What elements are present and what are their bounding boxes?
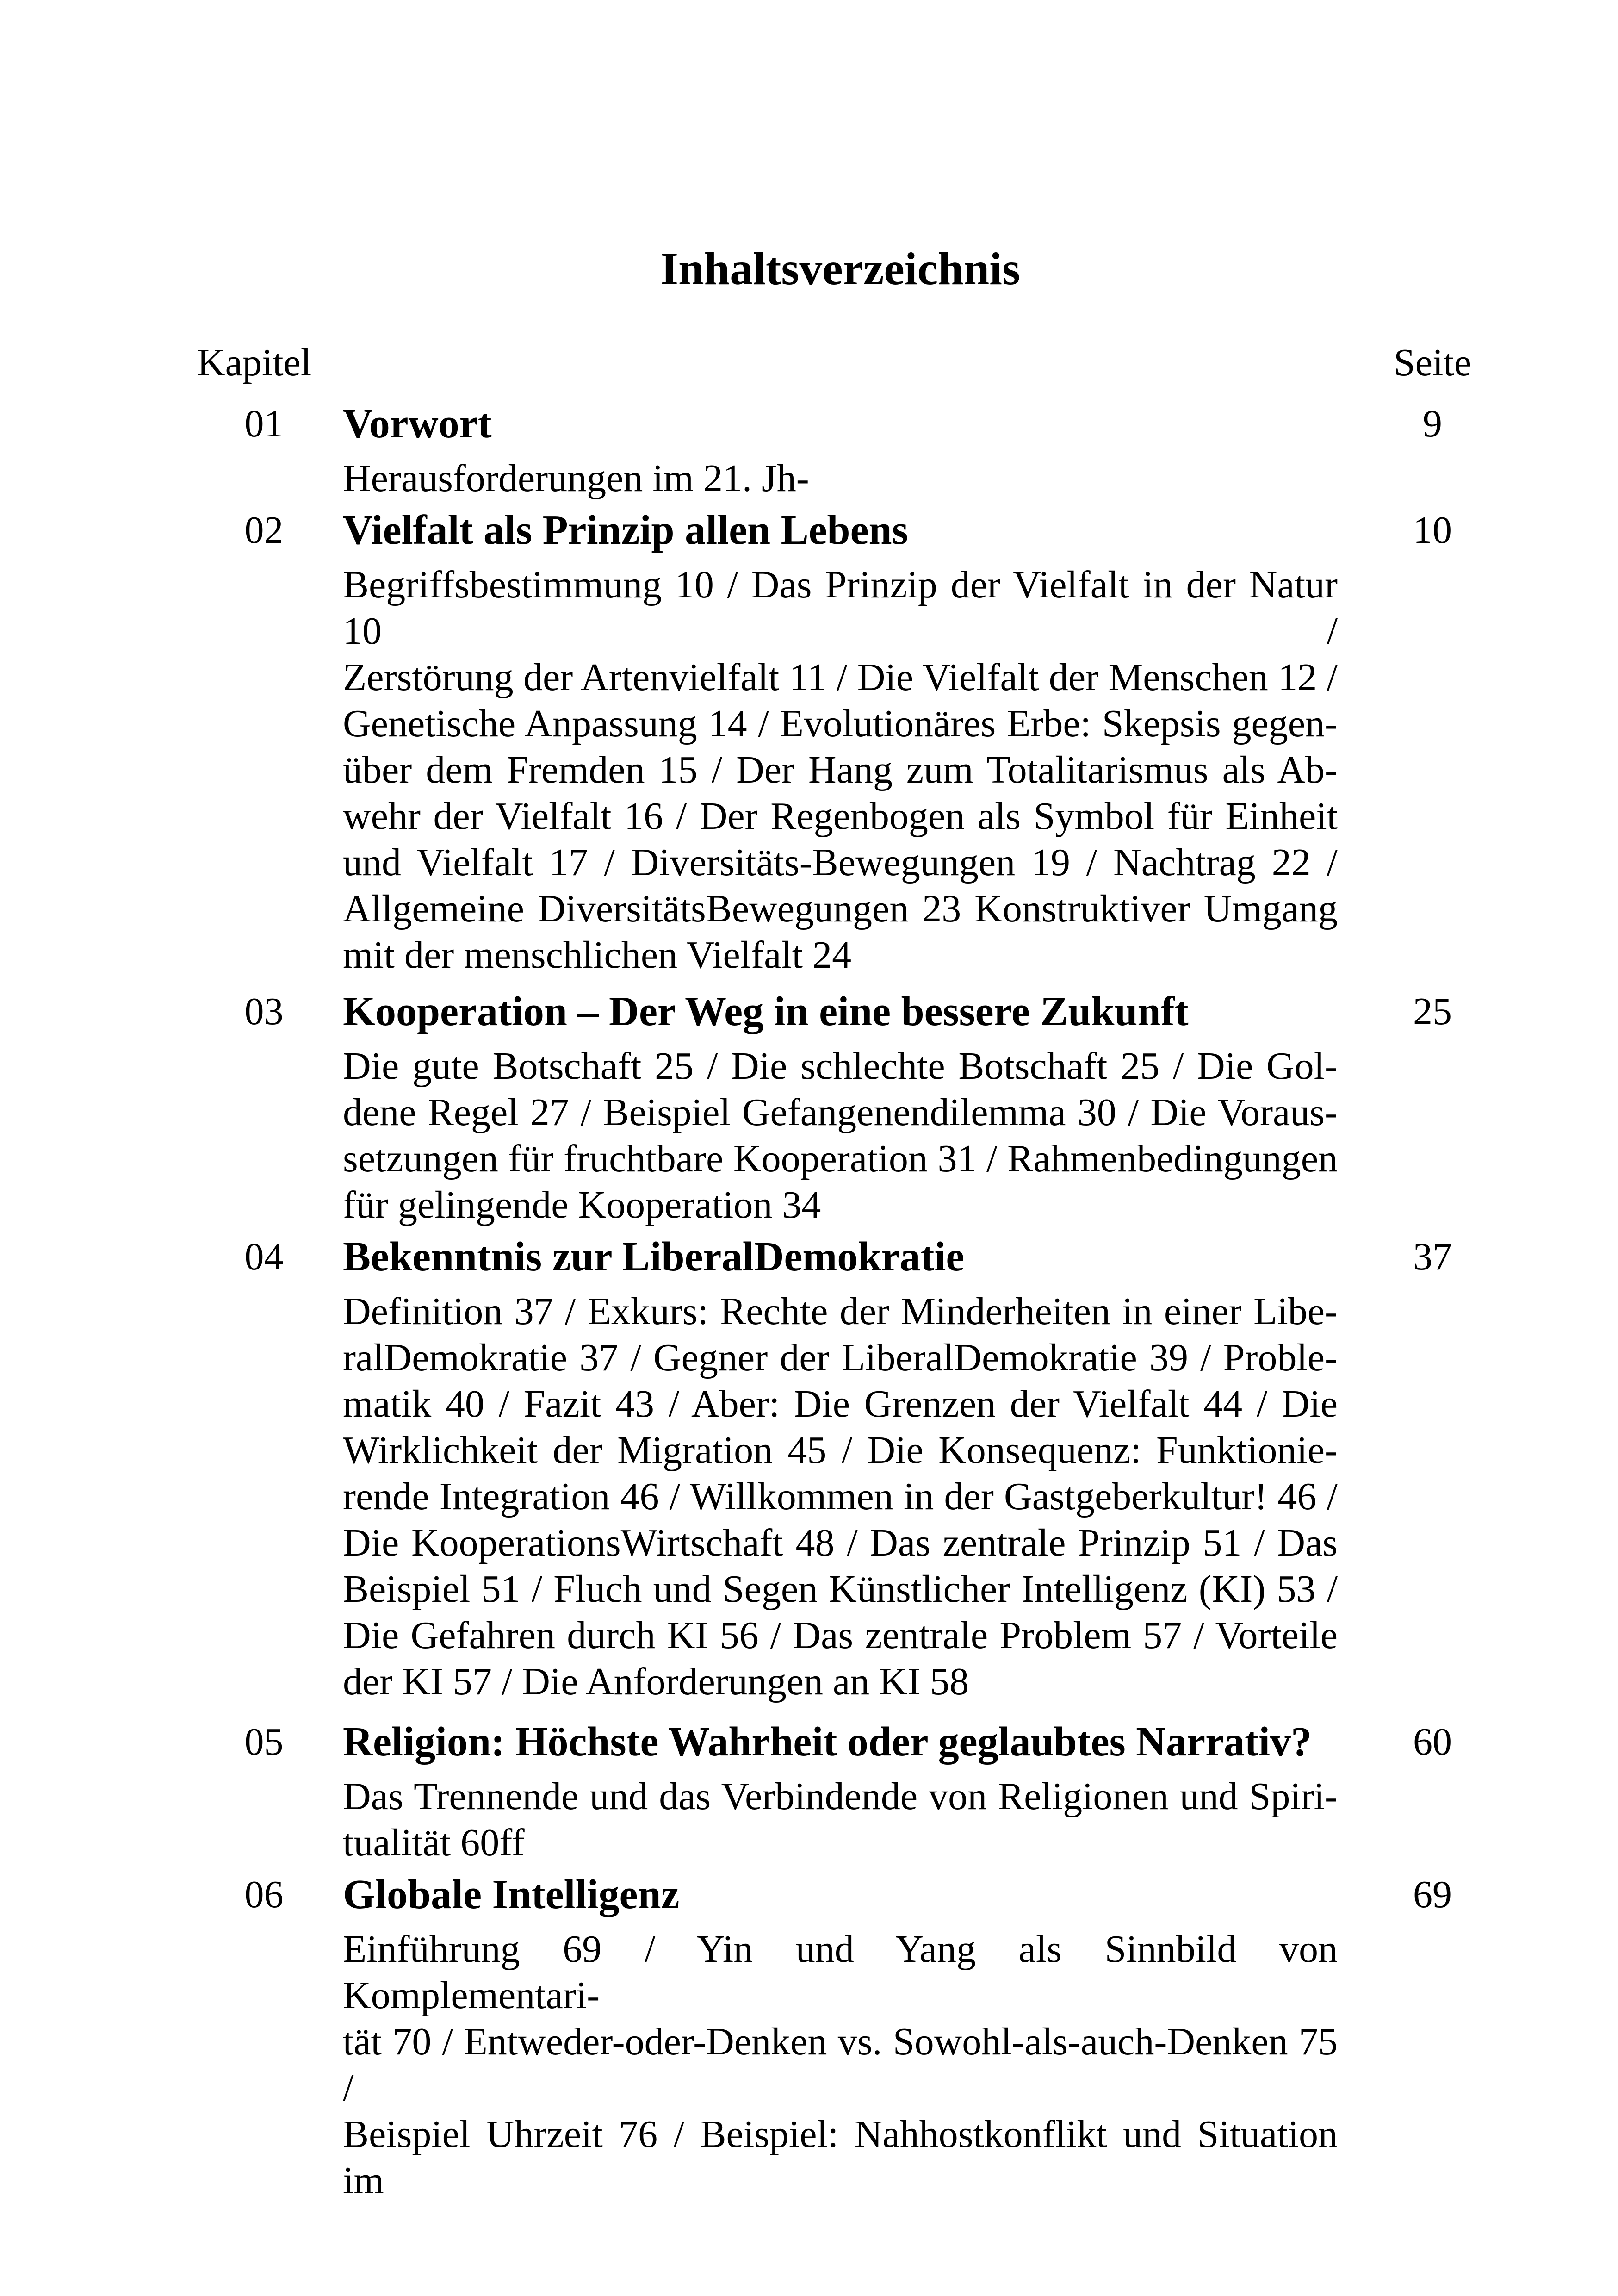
chapter-title: Vorwort [343, 401, 492, 447]
toc-line: Beispiel Uhrzeit 76 / Beispiel: Nahhostkonflikt und Situation im [343, 2113, 1338, 2202]
toc-entry-02 [0, 507, 1618, 978]
chapter-number: 02 [244, 509, 284, 552]
toc-line: Das Trennende und das Verbindende von Religionen und Spiri- [343, 1775, 1338, 1818]
toc-line: mit der menschlichen Vielfalt 24 [343, 933, 852, 977]
chapter-subtopics [343, 1773, 1338, 1866]
chapter-title: Vielfalt als Prinzip allen Lebens [343, 507, 908, 553]
chapter-number: 04 [244, 1235, 284, 1278]
toc-line: Definition 37 / Exkurs: Rechte der Minderheiten in einer Libe- [343, 1290, 1338, 1333]
chapter-subtopics [343, 1043, 1338, 1228]
chapter-title: Religion: Höchste Wahrheit oder geglaubtes Narrativ? [343, 1719, 1312, 1765]
toc-line: Wirklichkeit der Migration 45 / Die Konsequenz: Funktionie- [343, 1429, 1338, 1472]
toc-line: über dem Fremden 15 / Der Hang zum Totalitarismus als Ab- [343, 748, 1338, 791]
toc-line: dene Regel 27 / Beispiel Gefangenendilemma 30 / Die Voraus- [343, 1091, 1338, 1134]
toc-entry-04 [0, 1234, 1618, 1705]
chapter-page-number: 60 [1413, 1720, 1452, 1763]
toc-line: Begriffsbestimmung 10 / Das Prinzip der Vielfalt in der Natur 10 / [343, 563, 1338, 653]
toc-line: Die Gefahren durch KI 56 / Das zentrale Problem 57 / Vorteile [343, 1614, 1338, 1657]
toc-line: tualität 60ff [343, 1821, 525, 1864]
chapter-subtopics [343, 1288, 1338, 1705]
chapter-number: 06 [244, 1873, 284, 1916]
toc-line: Die gute Botschaft 25 / Die schlechte Botschaft 25 / Die Gol- [343, 1045, 1338, 1088]
toc-line: und Vielfalt 17 / Diversitäts-Bewegungen 19 / Nachtrag 22 / [343, 841, 1338, 884]
toc-line: für gelingende Kooperation 34 [343, 1183, 821, 1226]
toc-line: setzungen für fruchtbare Kooperation 31 / Rahmenbedingungen [343, 1137, 1338, 1180]
toc-line: matik 40 / Fazit 43 / Aber: Die Grenzen der Vielfalt 44 / Die [343, 1382, 1338, 1425]
chapter-title: Kooperation – Der Weg in eine bessere Zukunft [343, 989, 1189, 1034]
toc-line: Allgemeine DiversitätsBewegungen 23 Konstruktiver Umgang [343, 887, 1338, 930]
toc-line: wehr der Vielfalt 16 / Der Regenbogen als Symbol für Einheit [343, 795, 1338, 838]
toc-line: tät 70 / Entweder-oder-Denken vs. Sowohl-als-auch-Denken 75 / [343, 2020, 1338, 2109]
chapter-page-number: 9 [1423, 402, 1442, 445]
toc-entry-06 [0, 1872, 1618, 2204]
chapter-page-number: 10 [1413, 509, 1452, 552]
toc-line: Herausforderungen im 21. Jh- [343, 457, 809, 500]
chapter-subtopics [343, 1926, 1338, 2204]
chapter-number: 01 [244, 402, 284, 445]
chapter-title: Bekenntnis zur LiberalDemokratie [343, 1234, 965, 1280]
toc-line: Zerstörung der Artenvielfalt 11 / Die Vielfalt der Menschen 12 / [343, 656, 1338, 699]
toc-line: Genetische Anpassung 14 / Evolutionäres Erbe: Skepsis gegen- [343, 702, 1338, 745]
chapter-number: 03 [244, 990, 284, 1033]
chapter-page-number: 69 [1413, 1873, 1452, 1916]
chapter-page-number: 37 [1413, 1235, 1452, 1278]
chapter-column-label: Kapitel [197, 341, 312, 384]
toc-line: Beispiel 51 / Fluch und Segen Künstlicher Intelligenz (KI) 53 / [343, 1568, 1338, 1611]
toc-line: der KI 57 / Die Anforderungen an KI 58 [343, 1660, 969, 1703]
toc-entry-05 [0, 1719, 1618, 1866]
chapter-page-number: 25 [1413, 990, 1452, 1033]
page-column-label: Seite [1394, 341, 1471, 384]
toc-entry-03 [0, 989, 1618, 1228]
chapter-subtopics [343, 455, 1338, 502]
toc-entry-01 [0, 401, 1618, 502]
chapter-subtopics [343, 562, 1338, 978]
page-title: Inhaltsverzeichnis [660, 243, 1020, 294]
toc-line: ralDemokratie 37 / Gegner der LiberalDemokratie 39 / Proble- [343, 1336, 1338, 1379]
chapter-number: 05 [244, 1720, 284, 1763]
toc-line: Einführung 69 / Yin und Yang als Sinnbild von Komplementari- [343, 1928, 1338, 2017]
chapter-title: Globale Intelligenz [343, 1872, 680, 1917]
toc-column-header [0, 340, 1618, 386]
toc-line: rende Integration 46 / Willkommen in der Gastgeberkultur! 46 / [343, 1475, 1338, 1518]
toc-line: Die KooperationsWirtschaft 48 / Das zentrale Prinzip 51 / Das [343, 1521, 1338, 1564]
